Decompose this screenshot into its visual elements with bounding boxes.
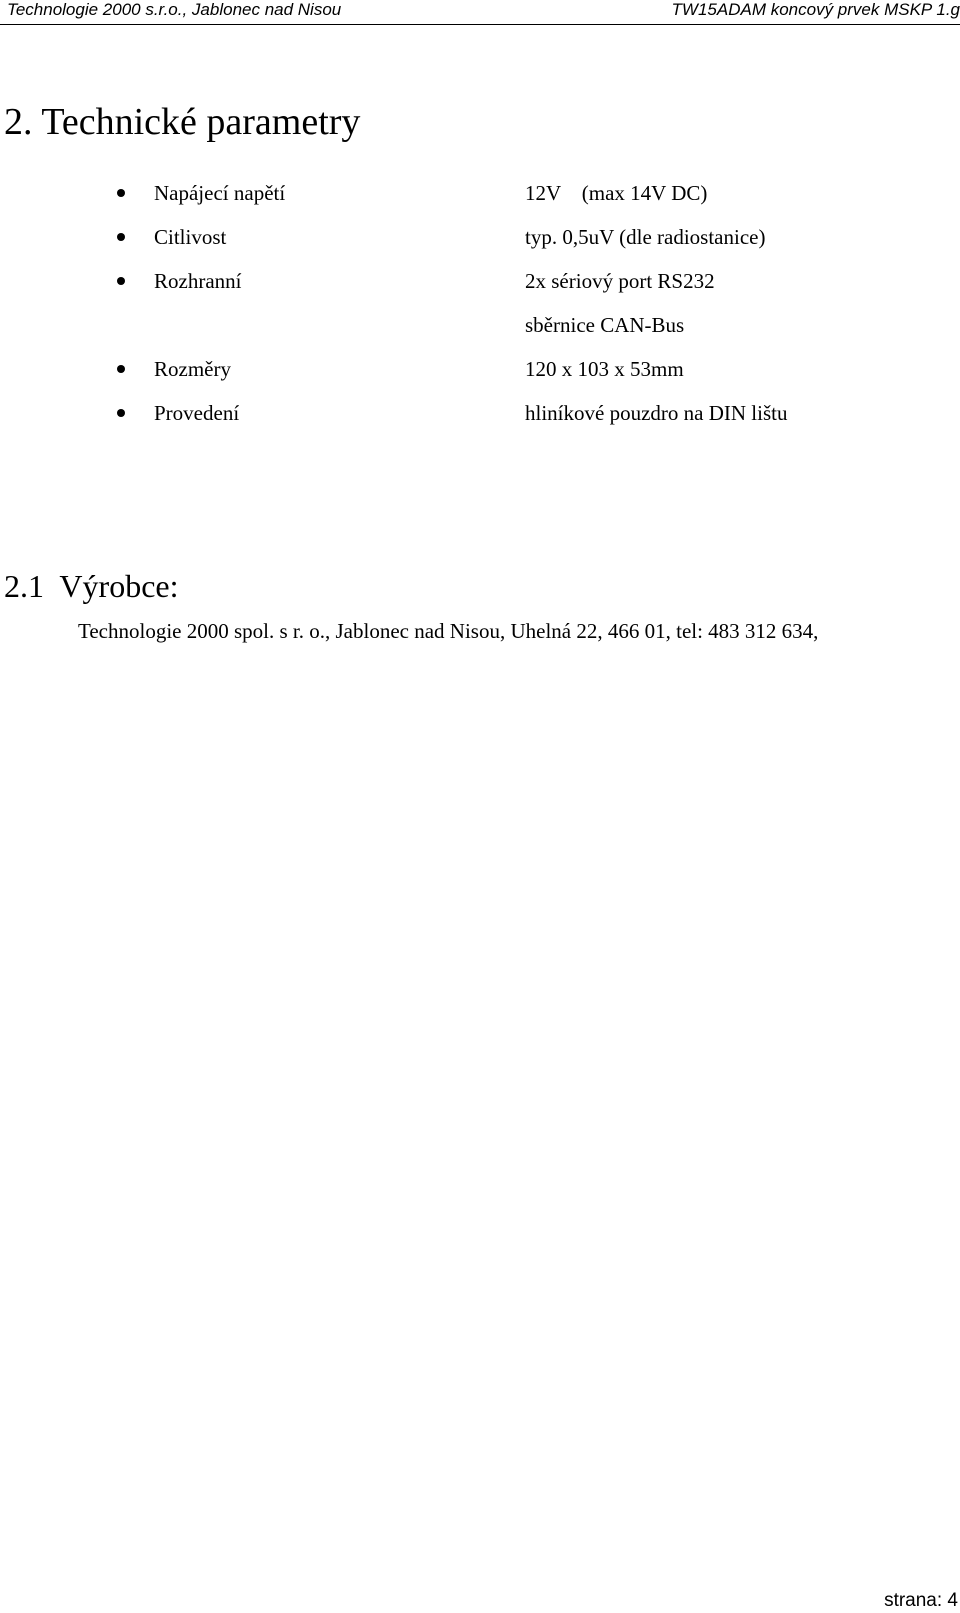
parameter-label: Citlivost xyxy=(154,225,227,249)
parameter-value: sběrnice CAN-Bus xyxy=(525,313,685,337)
parameter-value: typ. 0,5uV (dle radiostanice) xyxy=(525,225,766,249)
bullet-icon xyxy=(117,365,125,373)
bullet-icon xyxy=(117,233,125,241)
parameter-label: Provedení xyxy=(154,401,240,425)
header-company: Technologie 2000 s.r.o., Jablonec nad Nisou xyxy=(7,0,342,19)
list-item xyxy=(0,266,960,310)
manufacturer-text: Technologie 2000 spol. s r. o., Jablonec nad Nisou, Uhelná 22, 466 01, tel: 483 312 634, xyxy=(78,619,819,643)
header-document-title: TW15ADAM koncový prvek MSKP 1.g xyxy=(671,0,960,19)
list-item xyxy=(0,222,960,266)
list-item xyxy=(0,354,960,398)
parameter-value: 12V (max 14V DC) xyxy=(525,181,708,205)
page-number: strana: 4 xyxy=(884,1590,958,1611)
parameter-label: Napájecí napětí xyxy=(154,181,286,205)
parameters-list xyxy=(0,178,960,442)
page-header xyxy=(0,0,960,25)
parameter-value: 2x sériový port RS232 xyxy=(525,269,715,293)
section-title: 2. Technické parametry xyxy=(4,101,361,143)
bullet-icon xyxy=(117,189,125,197)
bullet-icon xyxy=(117,409,125,417)
parameter-label: Rozhranní xyxy=(154,269,242,293)
list-item xyxy=(0,310,960,354)
bullet-icon xyxy=(117,277,125,285)
subsection-title: 2.1 Výrobce: xyxy=(4,568,179,604)
parameter-value: hliníkové pouzdro na DIN lištu xyxy=(525,401,788,425)
list-item xyxy=(0,398,960,442)
list-item xyxy=(0,178,960,222)
parameter-value: 120 x 103 x 53mm xyxy=(525,357,684,381)
parameter-label: Rozměry xyxy=(154,357,231,381)
